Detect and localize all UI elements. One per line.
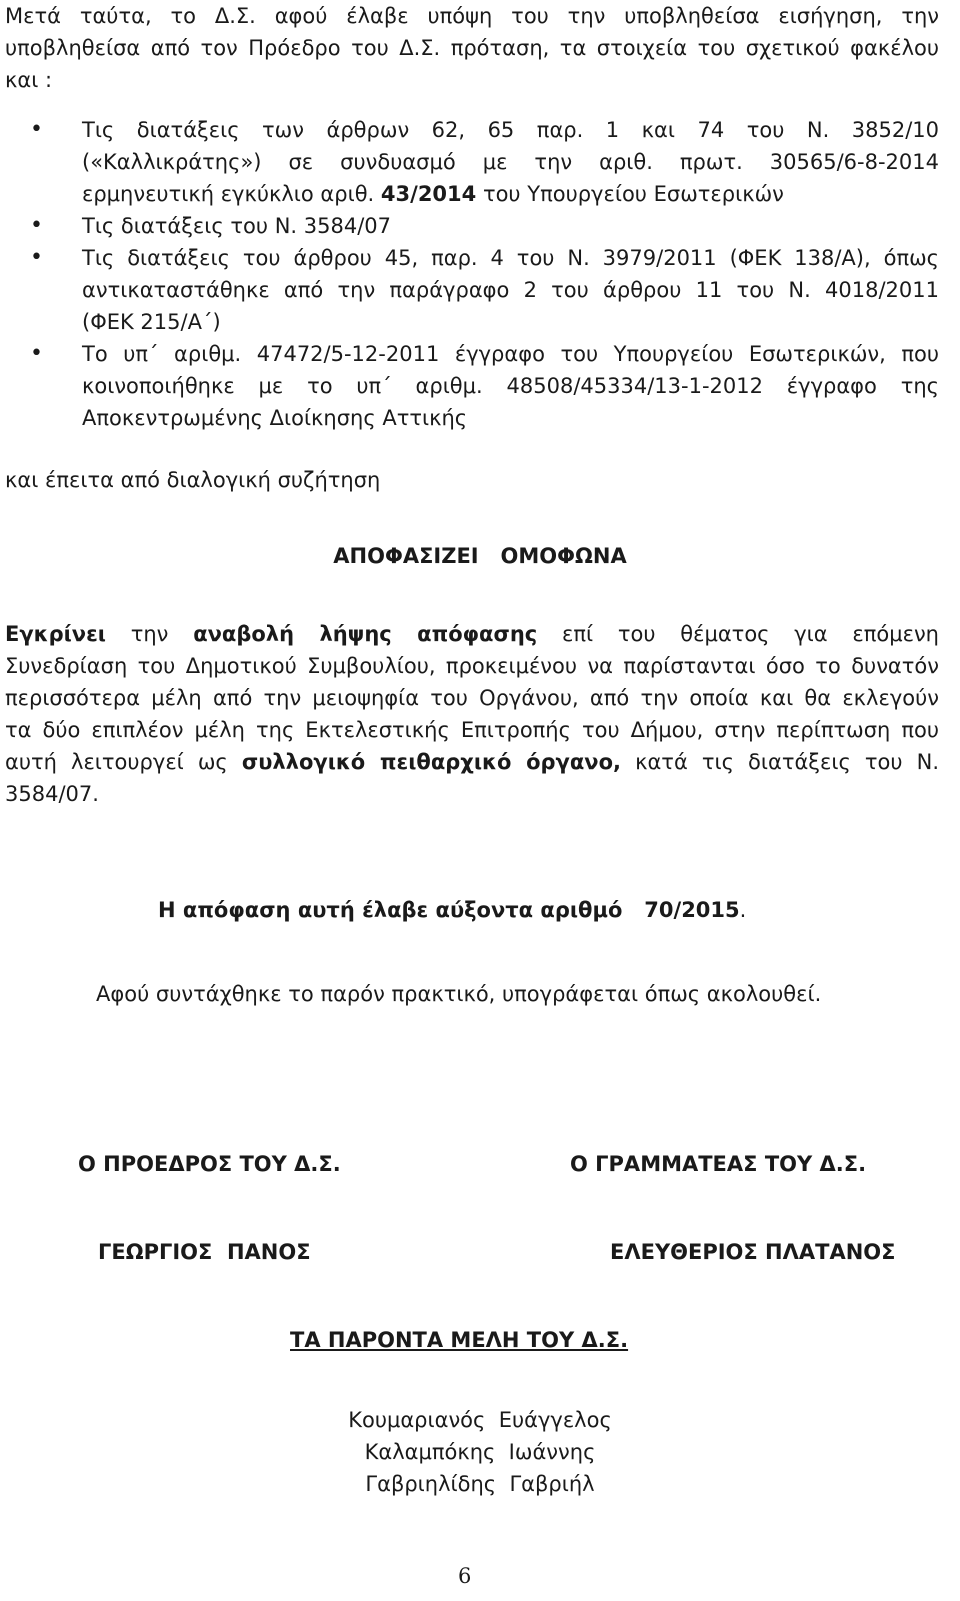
president-name: ΓΕΩΡΓΙΟΣ ΠΑΝΟΣ <box>98 1240 311 1264</box>
members-heading: ΤΑ ΠΑΡΟΝΤΑ ΜΕΛΗ ΤΟΥ Δ.Σ. <box>290 1328 629 1352</box>
decides-heading: ΑΠΟΦΑΣΙΖΕΙ ΟΜΟΦΩΝΑ <box>333 544 627 568</box>
bullet-4-line-2: κοινοποιήθηκε με το υπ΄ αριθμ. 48508/45334/13-1-2012 έγγραφο της <box>82 374 939 398</box>
decision-line-5: αυτή λειτουργεί ως συλλογικό πειθαρχικό όργανο, κατά τις διατάξεις του Ν. <box>5 750 939 774</box>
intro-line-1: Μετά ταύτα, το Δ.Σ. αφού έλαβε υπόψη του την υποβληθείσα εισήγηση, την <box>5 4 939 28</box>
bullet-3-line-1: Τις διατάξεις του άρθρου 45, παρ. 4 του Ν. 3979/2011 (ΦΕΚ 138/Α), όπως <box>82 246 939 270</box>
president-title: Ο ΠΡΟΕΔΡΟΣ ΤΟΥ Δ.Σ. <box>78 1152 341 1176</box>
decision-line-4: τα δύο επιπλέον μέλη της Εκτελεστικής Επιτροπής του Δήμου, στην περίπτωση που <box>5 718 939 742</box>
discussion-line: και έπειτα από διαλογική συζήτηση <box>5 468 381 492</box>
bullet-3-line-3: (ΦΕΚ 215/Α΄) <box>82 310 221 334</box>
decision-line-3: περισσότερα μέλη από την μειοψηφία του Οργάνου, από την οποία και θα εκλεγούν <box>5 686 939 710</box>
bullet-2-line-1: Τις διατάξεις του Ν. 3584/07 <box>82 214 392 238</box>
minutes-note: Αφού συντάχθηκε το παρόν πρακτικό, υπογράφεται όπως ακολουθεί. <box>96 982 822 1006</box>
secretary-name: ΕΛΕΥΘΕΡΙΟΣ ΠΛΑΤΑΝΟΣ <box>610 1240 896 1264</box>
member-name: Καλαμπόκης Ιωάννης <box>364 1440 596 1464</box>
intro-line-2: υποβληθείσα από τον Πρόεδρο του Δ.Σ. πρόταση, τα στοιχεία του σχετικού φακέλου <box>5 36 939 60</box>
bullet-1-line-1: Τις διατάξεις των άρθρων 62, 65 παρ. 1 και 74 του Ν. 3852/10 <box>82 118 939 142</box>
decision-line-1: Εγκρίνει την αναβολή λήψης απόφασης επί του θέματος για επόμενη <box>5 622 939 646</box>
bullet-dot: • <box>30 117 43 142</box>
bullet-4-line-3: Αποκεντρωμένης Διοίκησης Αττικής <box>82 406 468 430</box>
member-name: Κουμαριανός Ευάγγελος <box>348 1408 612 1432</box>
bullet-dot: • <box>30 341 43 366</box>
bullet-1-line-3: ερμηνευτική εγκύκλιο αριθ. 43/2014 του Υπουργείου Εσωτερικών <box>82 182 784 206</box>
decision-number: Η απόφαση αυτή έλαβε αύξοντα αριθμό 70/2015. <box>158 898 747 922</box>
intro-line-3: και : <box>5 68 53 92</box>
bullet-3-line-2: αντικαταστάθηκε από την παράγραφο 2 του άρθρου 11 του Ν. 4018/2011 <box>82 278 939 302</box>
page-number: 6 <box>458 1564 472 1588</box>
bullet-1-line-2: («Καλλικράτης») σε συνδυασμό με την αριθ. πρωτ. 30565/6-8-2014 <box>82 150 939 174</box>
secretary-title: Ο ΓΡΑΜΜΑΤΕΑΣ ΤΟΥ Δ.Σ. <box>570 1152 867 1176</box>
member-name: Γαβριηλίδης Γαβριήλ <box>365 1472 595 1496</box>
bullet-dot: • <box>30 245 43 270</box>
decision-line-2: Συνεδρίαση του Δημοτικού Συμβουλίου, προκειμένου να παρίστανται όσο το δυνατόν <box>5 654 939 678</box>
bullet-dot: • <box>30 213 43 238</box>
decision-line-6: 3584/07. <box>5 782 99 806</box>
bullet-4-line-1: Το υπ΄ αριθμ. 47472/5-12-2011 έγγραφο του Υπουργείου Εσωτερικών, που <box>82 342 939 366</box>
